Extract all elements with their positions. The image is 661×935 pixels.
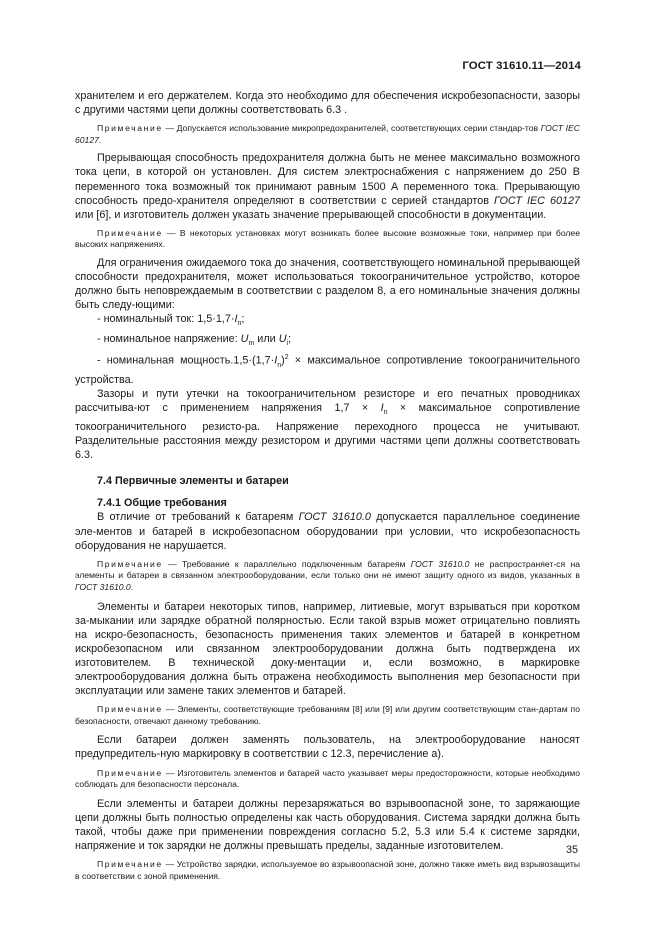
paragraph: хранителем и его держателем. Когда это необходимо для обеспечения искробезопасности, зазоры с другими частями цепи должны соответствовать 6.3 . [75,90,580,117]
paragraph: Элементы и батареи некоторых типов, например, литиевые, могут взрываться при коротком за-мыкании или зарядке обратной полярностью. Если такой взрыв может отрицательно повлиять на искро-безопасность, безопасность применения таких элементов и батарей в конкретном искробезопасном или связанном электрооборудовании должна быть подтверждена их изготовителем. В технической доку-ментации и, если возможно, в маркировке электрооборудования должна быть отражена необходимость выполнения мер безопасности при эксплуатации или замене таких элементов и батарей. [75,600,580,698]
paragraph: Если батареи должен заменять пользователь, на электрооборудование наносят предупредитель-ную маркировку в соответствии с 12.3, перечисление а). [75,734,580,761]
note: Примечание — Устройство зарядки, используемое во взрывоопасной зоне, должно также иметь вид взрывозащиты в соответствии с зоной применения. [75,859,580,881]
section-heading: 7.4 Первичные элементы и батареи [97,475,289,488]
note: Примечание — Элементы, соответствующие требованиям [8] или [9] или другим соответствующим стан-дартам по безопасности, отвечают данному требованию. [75,704,580,726]
page-content [75,89,580,887]
paragraph: Прерывающая способность предохранителя должна быть не менее максимально возможного тока цепи, в которой он установлен. Для систем электроснабжения с напряжением до 250 В переменного тока возможный ток принимают равным 1500 А переменного тока. Прерывающую способность предо-хранителя определяют в соответствии с серией стандартов ГОСТ IEC 60127 или [6], и изготовитель должен указать значение прерывающей способности в документации. [75,152,581,221]
paragraph: Зазоры и пути утечки на токоограничительном резисторе и его печатных проводниках рассчитыва-ют с применением напряжения $1,7 \times I_n$ × максимальное сопротивление токоограничительного резисто-ра. Напряжение переходного процесса не учитывают. Разделительные расстояния между резистором и другими частями цепи должны соответствовать 6.3. [75,387,580,462]
note: Примечание — Изготовитель элементов и батарей часто указывает меры предосторожности, которые необходимо соблюдать для безопасности персонала. [75,767,580,790]
note: Примечание — Допускается использование микропредохранителей, соответствующих серии стандар-тов ГОСТ IEC 60127. [75,123,580,145]
note: Примечание — Требование к параллельно подключенным батареям ГОСТ 31610.0 не распространяет-ся на элементы и батареи в связанном электрооборудовании, если только они не имеют защиту одного из видов, указанных в ГОСТ 31610.0. [75,558,580,592]
paragraph: В отличие от требований к батареям ГОСТ 31610.0 допускается параллельное соединение эле-ментов и батарей в искробезопасном оборудовании при условии, что искробезопасность оборудования не нарушается. [75,511,580,552]
page-number: 35 [565,844,578,856]
list-item: - номинальный ток: $1,5\cdot 1,7\cdot I_n$; [97,313,245,328]
list-item: - номинальное напряжение: $U_m$ или $U_i$; [97,332,292,347]
paragraph: Для ограничения ожидаемого тока до значения, соответствующего номинальной прерывающей способности предохранителя, может использоваться токоограничительное устройство, которое должно быть неповреждаемым в соответствии с разделом 8, а его номинальные значения должны быть следу-ющими: [75,257,580,312]
standard-header: ГОСТ 31610.11—2014 [462,60,581,72]
paragraph: Если элементы и батареи должны перезаряжаться во взрывоопасной зоне, то заряжающие цепи должны быть полностью определены как часть оборудования. Система зарядки должна быть такой, чтобы даже при применении повреждения согласно 5.2, 5.3 или 5.4 к системе зарядки, напряжение и ток зарядки не должны превышать пределы, заданные изготовителем. [75,797,580,853]
list-item: - номинальная $мощность.1,5\cdot(1,7\cdot I_n)^2$ × максимальное сопротивление токоограничительного устройства. [75,353,581,386]
subsection-heading: 7.4.1 Общие требования [97,497,227,510]
note: Примечание — В некоторых установках могут возникать более высокие возможные токи, например при более высоких напряжениях. [75,227,580,250]
